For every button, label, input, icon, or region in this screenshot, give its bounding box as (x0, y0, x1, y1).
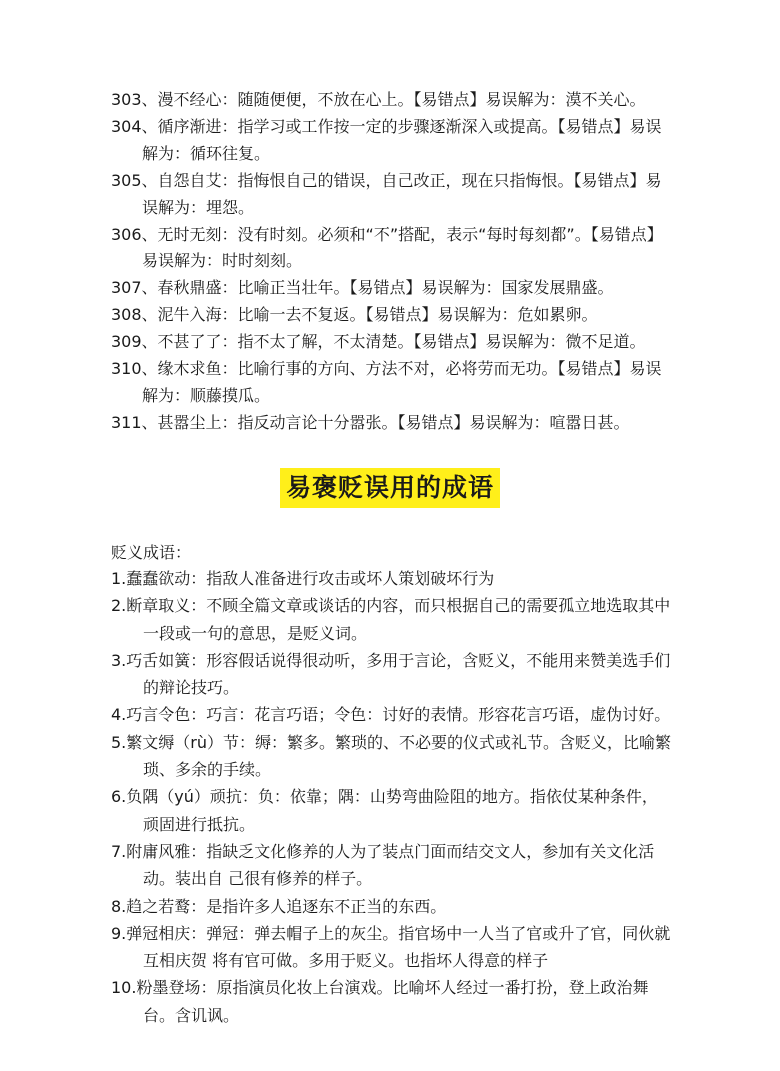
list-item: 309、不甚了了：指不太了解，不太清楚。【易错点】易误解为：微不足道。 (111, 332, 646, 352)
idiom-list-top (111, 87, 671, 437)
list-item: 305、自怨自艾：指悔恨自己的错误，自己改正，现在只指悔恨。【易错点】易误解为：埋怨。 (111, 170, 662, 217)
idiom-list-bottom (111, 565, 671, 1029)
subheading: 贬义成语： (111, 543, 192, 562)
section-title: 易褒贬误用的成语 (280, 468, 500, 508)
list-item: 3.巧舌如簧：形容假话说得很动听，多用于言论，含贬义，不能用来赞美选手们的辩论技巧。 (111, 650, 671, 698)
list-item: 10.粉墨登场：原指演员化妆上台演戏。比喻坏人经过一番打扮，登上政治舞台。含讥讽。 (111, 978, 649, 1025)
section-heading (0, 468, 780, 508)
list-item: 8.趋之若鹜：是指许多人追逐东不正当的东西。 (111, 896, 447, 916)
list-item: 7.附庸风雅：指缺乏文化修养的人为了装点门面而结交文人，参加有关文化活动。装出自 己很有修养的样子。 (111, 841, 655, 889)
list-item: 1.蠢蠢欲动：指敌人准备进行攻击或坏人策划破坏行为 (111, 569, 495, 588)
list-item: 310、缘木求鱼：比喻行事的方向、方法不对，必将劳而无功。【易错点】易误解为：顺藤摸瓜。 (111, 359, 662, 405)
list-item: 4.巧言令色：巧言：花言巧语；令色：讨好的表情。形容花言巧语，虚伪讨好。 (111, 705, 671, 725)
list-item: 306、无时无刻：没有时刻。必须和“不”搭配，表示“每时每刻都”。【易错点】易误解为：时时刻刻。 (111, 224, 663, 271)
list-item: 5.繁文缛（rù）节：缛：繁多。繁琐的、不必要的仪式或礼节。含贬义，比喻繁琐、多余的手续。 (111, 732, 671, 780)
list-item: 6.负隅（yú）顽抗：负：依靠；隅：山势弯曲险阻的地方。指依仗某种条件，顽固进行抵抗。 (111, 787, 658, 834)
list-item: 303、漫不经心：随随便便，不放在心上。【易错点】易误解为：漠不关心。 (111, 90, 646, 109)
list-item: 311、甚嚣尘上：指反动言论十分嚣张。【易错点】易误解为：喧嚣日甚。 (111, 412, 630, 432)
list-item: 308、泥牛入海：比喻一去不复返。【易错点】易误解为：危如累卵。 (111, 305, 598, 325)
list-item: 307、春秋鼎盛：比喻正当壮年。【易错点】易误解为：国家发展鼎盛。 (111, 278, 614, 298)
list-item: 2.断章取义：不顾全篇文章或谈话的内容，而只根据自己的需要孤立地选取其中一段或一句的意思，是贬义词。 (111, 596, 671, 643)
list-item: 304、循序渐进：指学习或工作按一定的步骤逐渐深入或提高。【易错点】易误解为：循环往复。 (111, 116, 662, 163)
list-item: 9.弹冠相庆：弹冠：弹去帽子上的灰尘。指官场中一人当了官或升了官，同伙就互相庆贺 将有官可做。多用于贬义。也指坏人得意的样子 (111, 923, 671, 971)
